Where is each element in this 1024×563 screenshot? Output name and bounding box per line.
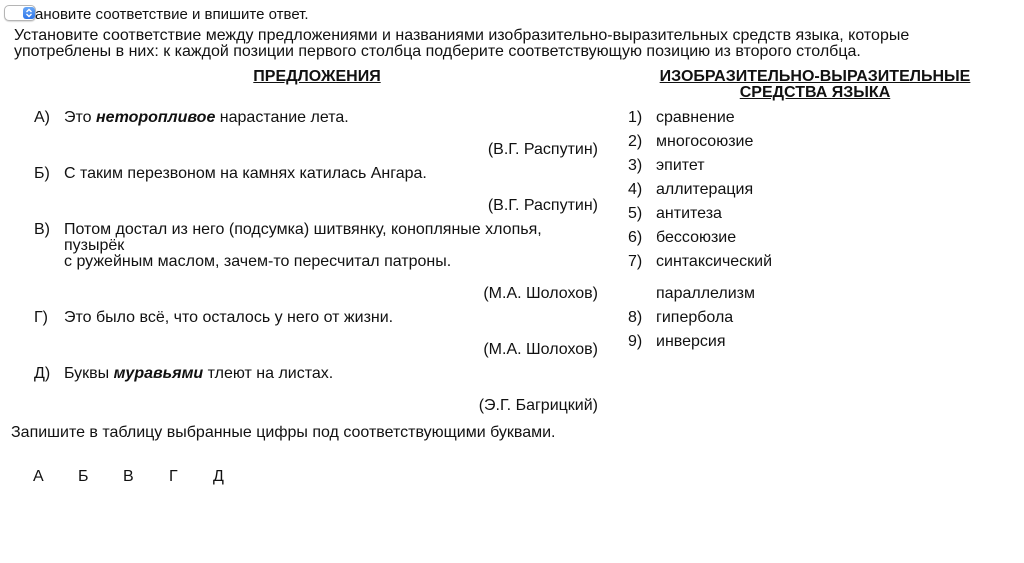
select-arrows-icon [23,7,35,19]
option-number-6: 6) [628,229,643,246]
sentence-d-emphasis: муравьями [113,365,204,382]
option-5: антитеза [656,205,722,222]
sentence-a-emphasis: неторопливое [96,109,216,126]
sentence-d: Буквы муравьями тлеют на листах. [64,365,334,382]
devices-header-line-2: СРЕДСТВА ЯЗЫКА [739,84,891,101]
option-number-2: 2) [628,133,643,150]
answer-letter-v: В [123,468,134,485]
sentences-header: ПРЕДЛОЖЕНИЯ [253,68,381,85]
sentence-v-line-1: Потом достал из него (подсумка) шитвянку, конопляные хлопья, [64,221,542,238]
sentence-b-author: (В.Г. Распутин) [487,197,598,214]
sentence-b: С таким перезвоном на камнях катилась Ангара. [64,165,427,182]
option-7-continuation: параллелизм [656,285,756,302]
option-8: гипербола [656,309,734,326]
task-line-2: употреблены в них: к каждой позиции первого столбца подберите соответствующую позицию из второго столбца. [14,43,861,60]
option-number-7: 7) [628,253,643,270]
footer-instruction: Запишите в таблицу выбранные цифры под соответствующими буквами. [11,424,556,441]
option-3: эпитет [656,157,705,174]
option-4: аллитерация [656,181,754,198]
sentence-a-author: (В.Г. Распутин) [487,141,598,158]
sentence-g: Это было всё, что осталось у него от жизни. [64,309,394,326]
option-number-8: 8) [628,309,643,326]
sentence-a: Это неторопливое нарастание лета. [64,109,349,126]
answer-letter-b: Б [78,468,89,485]
sentence-d-author: (Э.Г. Багрицкий) [478,397,598,414]
answer-letter-a: А [33,468,44,485]
header-instruction: ановите соответствие и впишите ответ. [35,6,309,23]
option-2: многосоюзие [656,133,754,150]
sentence-g-author: (М.А. Шолохов) [483,341,598,358]
option-6: бессоюзие [656,229,737,246]
sentence-v-author: (М.А. Шолохов) [483,285,598,302]
sentence-v-line-3: с ружейным маслом, зачем-то пересчитал патроны. [64,253,452,270]
sentence-v-line-2: пузырёк [64,237,125,254]
option-number-1: 1) [628,109,643,126]
answer-letter-g: Г [169,468,178,485]
sentence-letter-d: Д) [34,365,51,382]
sentence-letter-a: А) [34,109,50,126]
option-number-4: 4) [628,181,643,198]
sentence-letter-b: Б) [34,165,50,182]
sentence-letter-g: Г) [34,309,48,326]
option-number-9: 9) [628,333,643,350]
option-1: сравнение [656,109,735,126]
devices-header-line-1: ИЗОБРАЗИТЕЛЬНО-ВЫРАЗИТЕЛЬНЫЕ [659,68,971,85]
option-number-3: 3) [628,157,643,174]
option-7: синтаксический [656,253,773,270]
answer-select[interactable] [4,5,36,21]
sentence-letter-v: В) [34,221,50,238]
answer-letter-d: Д [213,468,224,485]
option-number-5: 5) [628,205,643,222]
option-9: инверсия [656,333,726,350]
task-line-1: Установите соответствие между предложениями и названиями изобразительно-выразительных средств языка, которые [14,27,910,44]
